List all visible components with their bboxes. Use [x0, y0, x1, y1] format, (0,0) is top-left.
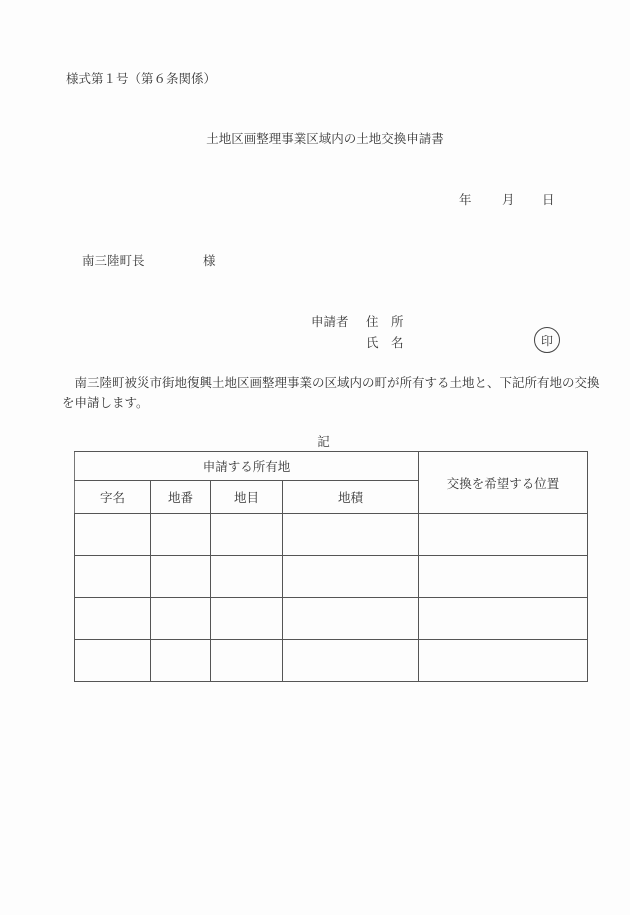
column-header-chiseki: 地積	[283, 481, 419, 514]
cell-chiseki[interactable]	[283, 640, 419, 682]
addressee-honorific: 様	[203, 253, 216, 268]
cell-desired-position[interactable]	[419, 640, 588, 682]
cell-aza[interactable]	[75, 640, 151, 682]
cell-chimoku[interactable]	[211, 514, 283, 556]
cell-desired-position[interactable]	[419, 598, 588, 640]
column-header-aza: 字名	[75, 481, 151, 514]
table-row	[75, 640, 588, 682]
cell-chiban[interactable]	[151, 598, 211, 640]
cell-chiban[interactable]	[151, 556, 211, 598]
cell-chiseki[interactable]	[283, 514, 419, 556]
owned-land-header: 申請する所有地	[75, 452, 419, 481]
ki-heading: 記	[317, 434, 330, 449]
cell-chiban[interactable]	[151, 514, 211, 556]
cell-chiseki[interactable]	[283, 556, 419, 598]
applicant-label: 申請者	[311, 314, 349, 329]
seal-text: 印	[540, 333, 553, 348]
cell-aza[interactable]	[75, 514, 151, 556]
land-table	[74, 451, 588, 682]
cell-aza[interactable]	[75, 556, 151, 598]
addressee-name: 南三陸町長	[82, 253, 145, 268]
application-statement: 南三陸町被災市街地復興土地区画整理事業の区域内の町が所有する土地と、下記所有地の交換を申請します。	[62, 375, 600, 410]
cell-aza[interactable]	[75, 598, 151, 640]
cell-desired-position[interactable]	[419, 514, 588, 556]
cell-chimoku[interactable]	[211, 598, 283, 640]
date-day-label: 日	[542, 192, 555, 207]
cell-chimoku[interactable]	[211, 556, 283, 598]
applicant-name-label: 氏 名	[366, 335, 404, 350]
date-month-label: 月	[502, 192, 515, 207]
cell-desired-position[interactable]	[419, 556, 588, 598]
applicant-address-label: 住 所	[366, 314, 404, 329]
cell-chiseki[interactable]	[283, 598, 419, 640]
document-title: 土地区画整理事業区域内の土地交換申請書	[206, 131, 444, 146]
column-header-chimoku: 地目	[211, 481, 283, 514]
table-row	[75, 514, 588, 556]
desired-position-header: 交換を希望する位置	[419, 452, 588, 514]
table-row	[75, 598, 588, 640]
column-header-chiban: 地番	[151, 481, 211, 514]
seal-icon	[534, 327, 560, 353]
table-row	[75, 556, 588, 598]
cell-chimoku[interactable]	[211, 640, 283, 682]
cell-chiban[interactable]	[151, 640, 211, 682]
date-year-label: 年	[459, 192, 472, 207]
form-number: 様式第１号（第６条関係）	[66, 71, 217, 86]
